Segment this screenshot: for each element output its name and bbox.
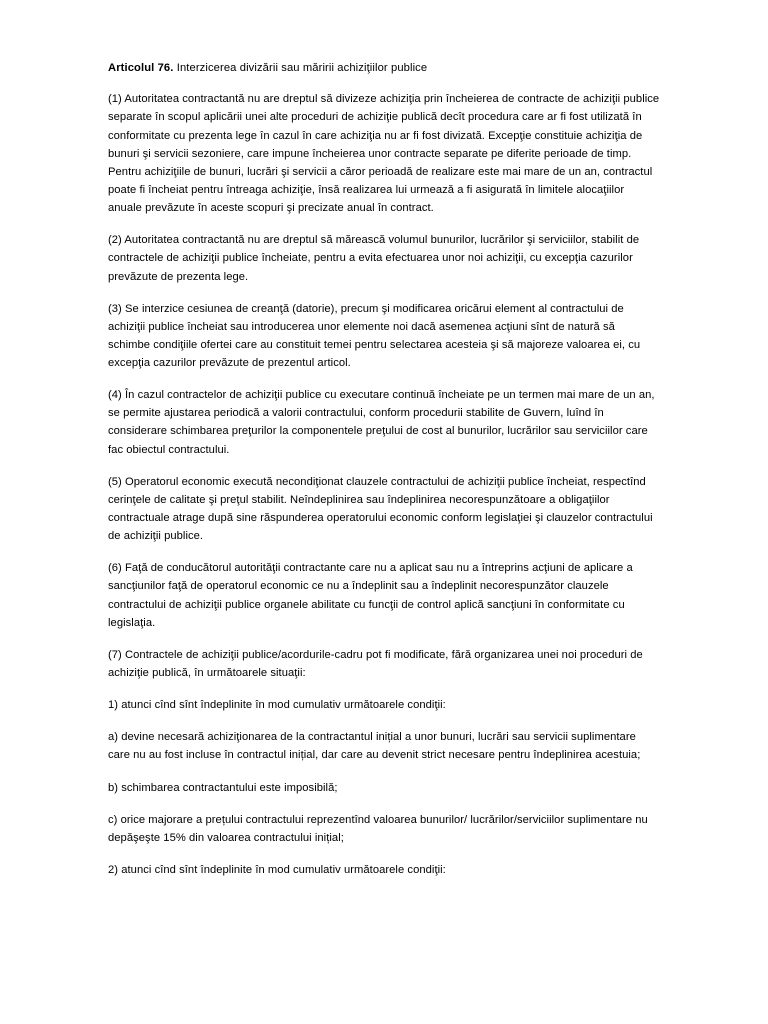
paragraph: c) orice majorare a prețului contractului reprezentînd valoarea bunurilor/ lucrărilor/serviciilor suplimentare nu depăşeşte 15% din valoarea contractului inițial; [108, 813, 648, 844]
paragraph: a) devine necesară achiziţionarea de la contractantul inițial a unor bunuri, lucrări sau servicii suplimentare care nu au fost incluse în contractul inițial, dar care au devenit strict necesare pentru îndeplinirea acestuia; [108, 731, 641, 762]
paragraph: (2) Autoritatea contractantă nu are dreptul să mărească volumul bunurilor, lucrărilor şi serviciilor, stabilit de contractele de achiziţii publice încheiate, pentru a evita efectuarea unor noi achiziţii, cu excepţia cazurilor prevăzute de prezenta lege. [108, 234, 640, 283]
page-title [108, 60, 660, 76]
paragraph: (4) În cazul contractelor de achiziţii publice cu executare continuă încheiate pe un termen mai mare de un an, se permite ajustarea periodică a valorii contractului, conform procedurii stabilite de Guvern, luînd în considerare schimbarea preţurilor la componentele preţului de cost al bunurilor, lucrărilor sau serviciilor care fac obiectul contractului. [108, 389, 655, 456]
article-title: Interzicerea divizării sau măririi achiziţiilor publice [173, 62, 428, 74]
document-body [108, 60, 660, 879]
paragraph: (1) Autoritatea contractantă nu are dreptul să divizeze achiziţia prin încheierea de contracte de achiziţii publice separate în scopul aplicării unei alte proceduri de achiziţie publică decît procedura care ar fi fost utilizată în conformitate cu prezenta lege în cazul în care achiziţia nu ar fi fost divizată. Excepţie constituie achiziţia de bunuri şi servicii sezoniere, care impune încheierea unor contracte separate pe diferite perioade de timp. Pentru achiziţiile de bunuri, lucrări şi servicii a căror perioadă de realizare este mai mare de un an, contractul poate fi încheiat pentru întreaga achiziţie, însă realizarea lui urmează a fi asigurată în limitele alocaţiilor anuale prevăzute în aceste scopuri şi precizate anual în contract. [108, 93, 660, 215]
paragraph: b) schimbarea contractantului este imposibilă; [108, 781, 338, 794]
paragraph: (5) Operatorul economic execută necondiţionat clauzele contractului de achiziţii publice încheiat, respectînd cerinţele de calitate şi preţul stabilit. Neîndeplinirea sau îndeplinirea necorespunzătoare a obligaţiilor contractuale atrage după sine răspunderea operatorului economic conform legislaţiei şi clauzelor contractului de achiziţii publice. [108, 475, 653, 543]
paragraph: (6) Faţă de conducătorul autorităţii contractante care nu a aplicat sau nu a întreprins acţiuni de aplicare a sancţiunilor faţă de operatorul economic ce nu a îndeplinit sau a îndeplinit necorespunzător clauzele contractului de achiziţii publice organele abilitate cu funcţii de control aplică sancţiuni în conformitate cu legislaţia. [108, 562, 633, 629]
paragraph: 1) atunci cînd sînt îndeplinite în mod cumulativ următoarele condiţii: [108, 699, 446, 712]
paragraph: (3) Se interzice cesiunea de creanţă (datorie), precum şi modificarea oricărui element al contractului de achiziţii publice încheiat sau introducerea unor elemente noi dacă asemenea acţiuni sînt de natură să schimbe condiţiile ofertei care au constituit temei pentru selectarea acesteia şi să majoreze valoarea ei, cu excepţia cazurilor prevăzute de prezentul articol. [108, 302, 641, 370]
paragraph: 2) atunci cînd sînt îndeplinite în mod cumulativ următoarele condiţii: [108, 864, 446, 877]
paragraph: (7) Contractele de achiziţii publice/acordurile-cadru pot fi modificate, fără organizarea unei noi proceduri de achiziţie publică, în următoarele situaţii: [108, 648, 643, 680]
article-number: Articolul 76. [108, 62, 174, 74]
